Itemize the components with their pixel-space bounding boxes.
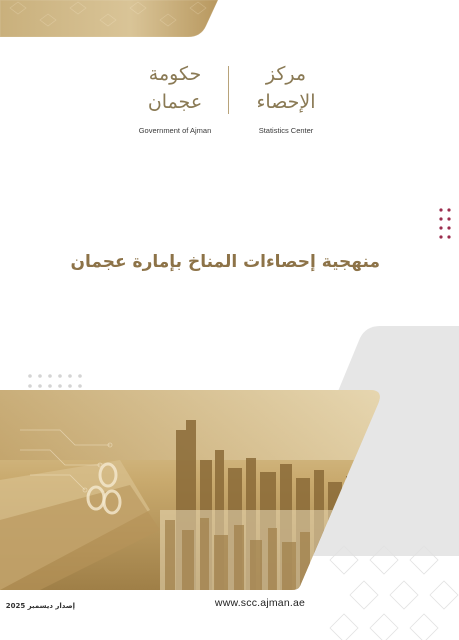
top-gold-band — [0, 0, 218, 37]
scc-logo-english: Statistics Center — [258, 126, 314, 135]
decorative-dots-right — [438, 207, 454, 243]
decorative-geometric-pattern — [220, 500, 459, 640]
scc-logo-arabic: مركز الإحصاء — [256, 63, 316, 113]
government-logo-arabic: حكومة عجمان — [147, 63, 203, 113]
header-logos — [128, 60, 338, 135]
government-logo-english: Government of Ajman — [138, 126, 212, 135]
government-of-ajman-logo — [128, 60, 222, 135]
website-url[interactable]: www.scc.ajman.ae — [214, 597, 306, 609]
statistics-center-logo — [236, 60, 336, 135]
logo-divider — [228, 66, 229, 114]
issue-date: إصدار ديسمبر 2025 — [5, 602, 75, 610]
document-title: منهجية إحصاءات المناخ بإمارة عجمان — [70, 252, 380, 272]
